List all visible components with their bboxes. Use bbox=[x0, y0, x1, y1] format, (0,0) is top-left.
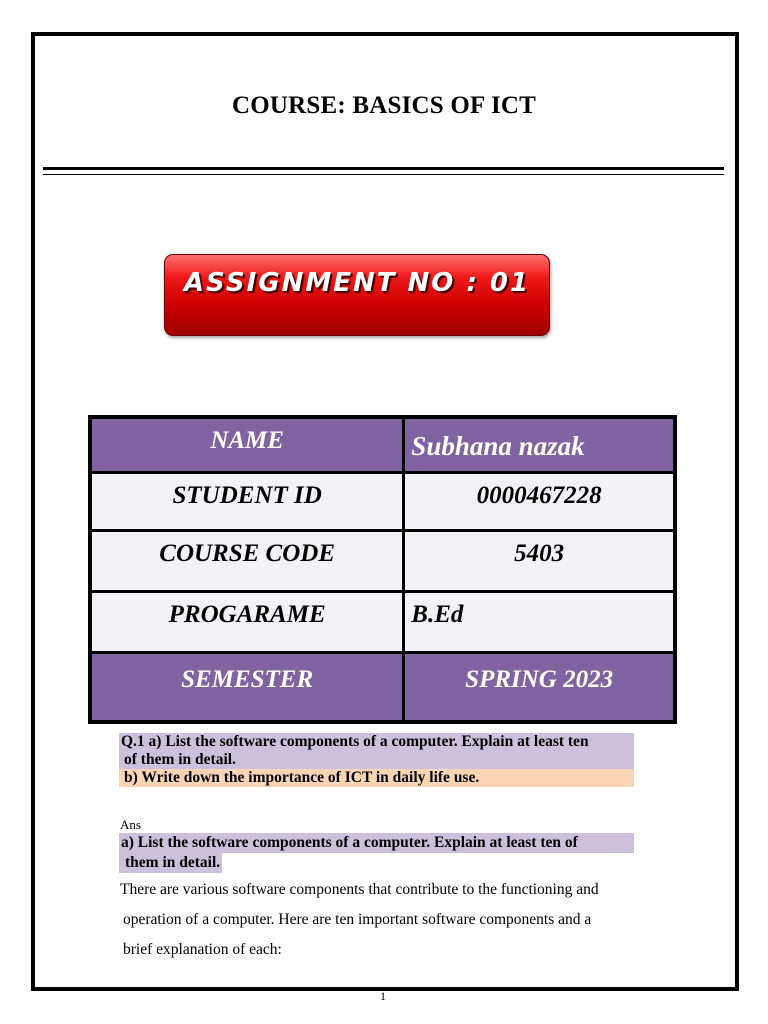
student-id-value: 0000467228 bbox=[404, 472, 675, 530]
assignment-banner bbox=[164, 254, 550, 336]
name-value: Subhana nazak bbox=[404, 417, 675, 472]
answer-body bbox=[120, 875, 635, 965]
student-info-table bbox=[88, 415, 677, 724]
table-row-course-code bbox=[90, 530, 675, 591]
table-row-programme bbox=[90, 591, 675, 652]
answer-body-line1: There are various software components that contribute to the functioning and bbox=[120, 881, 599, 898]
programme-value: B.Ed bbox=[404, 591, 675, 652]
answer-body-line2: operation of a computer. Here are ten important software components and a bbox=[123, 911, 592, 928]
question-part-a-line1: Q.1 a) List the software components of a computer. Explain at least ten bbox=[119, 733, 634, 751]
table-row-semester bbox=[90, 652, 675, 722]
course-title: COURSE: BASICS OF ICT bbox=[231, 92, 537, 119]
answer-body-line3: brief explanation of each: bbox=[123, 941, 282, 958]
table-row-student-id bbox=[90, 472, 675, 530]
question-block bbox=[119, 733, 634, 787]
answer-heading-line1: a) List the software components of a computer. Explain at least ten of bbox=[119, 833, 634, 853]
name-label: NAME bbox=[90, 417, 404, 472]
answer-heading bbox=[119, 833, 634, 873]
table-row-name bbox=[90, 417, 675, 472]
question-part-a-line2: of them in detail. bbox=[119, 751, 634, 769]
semester-label: SEMESTER bbox=[90, 652, 404, 722]
title-divider bbox=[43, 167, 724, 175]
student-id-label: STUDENT ID bbox=[90, 472, 404, 530]
course-code-value: 5403 bbox=[404, 530, 675, 591]
assignment-label: ASSIGNMENT NO : 01 bbox=[183, 268, 531, 298]
answer-label: Ans bbox=[120, 817, 141, 832]
semester-value: SPRING 2023 bbox=[404, 652, 675, 722]
page-number: 1 bbox=[380, 989, 386, 1003]
course-code-label: COURSE CODE bbox=[90, 530, 404, 591]
question-part-b: b) Write down the importance of ICT in daily life use. bbox=[119, 769, 634, 787]
programme-label: PROGARAME bbox=[90, 591, 404, 652]
answer-heading-line2: them in detail. bbox=[119, 853, 222, 873]
